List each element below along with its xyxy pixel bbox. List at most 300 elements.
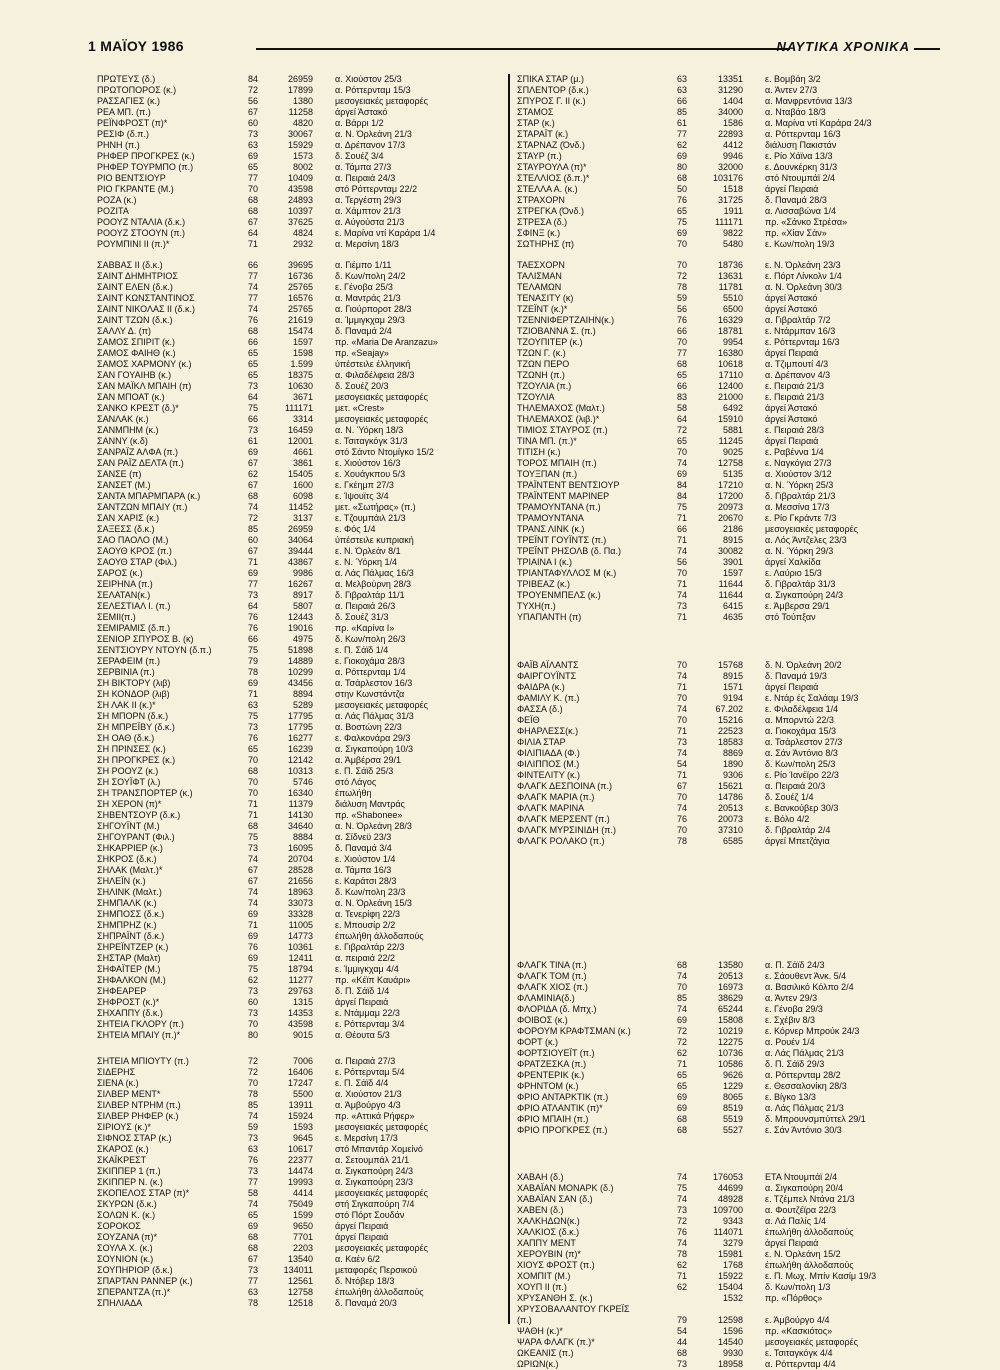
ship-status: στό Ντουμπάϊ 2/4 <box>765 173 835 183</box>
ship-name: ΦΙΛΙΑ ΣΤΑΡ <box>517 737 566 747</box>
ship-name: ΡΟΥΜΠΙΝΙ ΙΙ (π.)* <box>97 239 170 249</box>
build-year: 70 <box>676 660 687 670</box>
build-year: 75 <box>676 217 687 227</box>
ship-status: α. Τενερίφη 22/3 <box>335 909 401 919</box>
ship-status: δ. Γιβραλτάρ 11/1 <box>335 590 405 600</box>
build-year: 71 <box>247 557 258 567</box>
tonnage: 13540 <box>287 1254 313 1264</box>
build-year: 71 <box>676 1271 687 1281</box>
ship-list-section <box>517 260 937 623</box>
ship-status: πρ. «Σάνκο Στρέσα» <box>765 217 848 227</box>
ship-name: ΣΗ ΡΟΟΥΖ (κ.) <box>97 766 159 776</box>
ship-name: ΦΑΙΡΓΟΥΪΝΤΣ <box>517 671 577 681</box>
ship-row <box>97 546 502 557</box>
ship-status: πρ. «Κασκιότος» <box>765 1326 833 1336</box>
ship-status: δ. Π. Σάϊδ 29/3 <box>765 1059 825 1069</box>
build-year: 84 <box>676 480 687 490</box>
ship-name: ΤΡΑΜΟΥΝΤΑΝΑ (π.) <box>517 502 601 512</box>
build-year: 70 <box>676 825 687 835</box>
ship-name: ΡΙΟ ΒΕΝΤΣΙΟΥΡ <box>97 173 166 183</box>
ship-row <box>97 315 502 326</box>
ship-name: ΦΡΙΟ ΜΠΑΙΗ (π.) <box>517 1114 589 1124</box>
tonnage: 11452 <box>288 502 313 512</box>
tonnage: 13580 <box>717 960 743 970</box>
tonnage: 8915 <box>722 671 743 681</box>
ship-status: α. Γιέμπο 1/11 <box>335 260 392 270</box>
ship-status: α. Ρουέν 1/4 <box>765 1037 815 1047</box>
ship-row <box>97 228 502 239</box>
ship-name: ΣΟΥΠΗΡΙΟΡ (δ.κ.) <box>97 1265 173 1275</box>
tonnage: 1596 <box>722 1326 743 1336</box>
ship-name: ΣΑΝΤΑ ΜΠΑΡΜΠΑΡΑ (κ.) <box>97 491 201 501</box>
tonnage: 5881 <box>722 425 743 435</box>
tonnage: 16239 <box>287 744 313 754</box>
ship-name: ΣΗΤΕΙΑ ΜΠΑΙΥ (π.)* <box>97 1030 181 1040</box>
tonnage: 21619 <box>287 315 313 325</box>
ship-status: ε. Κων/πολη 19/3 <box>765 239 835 249</box>
tonnage: 3861 <box>292 458 313 468</box>
ship-name: ΦΑΣΣΑ (δ.) <box>517 704 563 714</box>
ship-status: α. Ν. Ύόρκη 29/3 <box>765 546 834 556</box>
ship-name: ΦΑΪΒ ΑΪΛΑΝΤΣ <box>517 660 579 670</box>
ship-name: ΦΛΑΓΚ ΤΟΜ (π.) <box>517 971 587 981</box>
ship-status: ε. Καράτσι 28/3 <box>335 876 397 886</box>
build-year: 79 <box>676 1315 687 1325</box>
ship-status: α. Ν. Όρλεάνη 28/3 <box>335 821 412 831</box>
ship-row <box>97 447 502 458</box>
ship-row <box>97 601 502 612</box>
ship-row <box>517 425 937 436</box>
ship-name: ΣΙΔΕΡΗΣ <box>97 1067 136 1077</box>
ship-row <box>517 836 937 847</box>
tonnage: 4635 <box>722 612 743 622</box>
ship-row <box>97 931 502 942</box>
build-year <box>667 1293 687 1304</box>
tonnage: 11644 <box>718 590 743 600</box>
ship-status: α. Ν. Ύόρκη 18/3 <box>335 425 404 435</box>
ship-row <box>97 195 502 206</box>
ship-status: ε. Ν. Όρλεάν 8/1 <box>335 546 401 556</box>
ship-name: ΦΗΑΡΛΕΣΣ(κ.) <box>517 726 579 736</box>
ship-status: ε. Ν. Όρλεάνη 15/2 <box>765 1249 841 1259</box>
build-year: 74 <box>247 1199 258 1209</box>
build-year: 68 <box>676 173 687 183</box>
tonnage: 1.599 <box>290 359 313 369</box>
ship-row <box>97 854 502 865</box>
ship-name: ΣΗ ΠΡΟΓΚΡΕΣ (κ.) <box>97 755 176 765</box>
ship-status: α. Μανφρεντόνια 13/3 <box>765 96 853 106</box>
ship-name: ΡΟΟΥΖ ΝΤΑΛΙΑ (δ.κ.) <box>97 217 186 227</box>
ship-row <box>97 1078 502 1089</box>
ship-row <box>97 491 502 502</box>
ship-status: α. Νταβάο 18/3 <box>765 107 826 117</box>
build-year: 75 <box>676 1183 687 1193</box>
ship-row <box>97 260 502 271</box>
ship-row <box>517 759 937 770</box>
tonnage: 3671 <box>292 392 313 402</box>
ship-status: α. Μαντράς 21/3 <box>335 293 401 303</box>
build-year: 75 <box>247 964 258 974</box>
ship-row <box>517 1092 937 1103</box>
ship-name: ΣΗ ΧΕΡΟΝ (π)* <box>97 799 162 809</box>
ship-name: ΡΕΑ ΜΠ. (π.) <box>97 107 151 117</box>
build-year: 60 <box>247 997 258 1007</box>
build-year: 54 <box>676 1326 687 1336</box>
tonnage: 13351 <box>717 74 743 84</box>
ship-name: ΣΑΜΟΣ ΦΑΙΗΘ (κ.) <box>97 348 176 358</box>
ship-status: ε. Τσιταγκόγκ 4/4 <box>765 1348 833 1358</box>
ship-row <box>517 1125 937 1136</box>
build-year: 61 <box>247 436 258 446</box>
ship-name: ΤΖΟΥΠΙΤΕΡ (κ.) <box>517 337 583 347</box>
tonnage: 9946 <box>722 151 743 161</box>
build-year: 58 <box>676 403 687 413</box>
ship-name: ΡΕΪΝΦΡΟΣΤ (π)* <box>97 118 168 128</box>
build-year: 70 <box>676 792 687 802</box>
build-year: 62 <box>676 1282 687 1292</box>
tonnage: 10361 <box>287 942 313 952</box>
ship-row <box>97 1089 502 1100</box>
tonnage: 17899 <box>287 85 313 95</box>
tonnage: 15216 <box>717 715 743 725</box>
build-year: 74 <box>676 1172 687 1182</box>
ship-status: α. Ίμμιγκχαμ 29/3 <box>335 315 405 325</box>
build-year: 65 <box>247 348 258 358</box>
build-year: 74 <box>676 803 687 813</box>
ship-status: ε. Π. Μωχ. Μπίν Κασίμ 19/3 <box>765 1271 877 1281</box>
ship-status: α. Άμβέρσα 29/1 <box>335 755 401 765</box>
ship-name: ΣΗΓΟΥΪΝΤ (Μ.) <box>97 821 160 831</box>
ship-status: δ. Παναμά 28/3 <box>765 195 827 205</box>
build-year: 66 <box>676 381 687 391</box>
ship-row <box>517 436 937 447</box>
tonnage: 34000 <box>717 107 743 117</box>
build-year: 56 <box>676 557 687 567</box>
ship-name: ΣΑΟΥΘ ΚΡΟΣ (π.) <box>97 546 172 556</box>
tonnage: 5807 <box>292 601 313 611</box>
ship-name: ΤΙΜΙΟΣ ΣΤΑΥΡΟΣ (π.) <box>517 425 608 435</box>
ship-status: διάλυση Πακιστάν <box>765 140 837 150</box>
build-year: 72 <box>676 1216 687 1226</box>
build-year: 74 <box>676 671 687 681</box>
ship-status: ε. Πειραιά 28/3 <box>765 425 825 435</box>
tonnage: 75049 <box>287 1199 313 1209</box>
build-year: 62 <box>676 1260 687 1270</box>
ship-name: ΤΡΕΪΝΤ ΡΗΣΟΛΒ (δ. Πα.) <box>517 546 621 556</box>
ship-row <box>517 107 937 118</box>
tonnage: 28528 <box>287 865 313 875</box>
ship-status: ε. Σάουθεντ Άνκ. 5/4 <box>765 971 847 981</box>
tonnage: 25765 <box>287 304 313 314</box>
tonnage: 1380 <box>292 96 313 106</box>
ship-name: ΨΑΘΗ (κ.)* <box>517 1326 563 1336</box>
ship-row <box>517 1015 937 1026</box>
tonnage: 6585 <box>722 836 743 846</box>
ship-name: ΣΕΛΕΣΤΙΑΛ Ι. (π.) <box>97 601 171 611</box>
ship-status: ε. Ρίο Γκράντε 7/3 <box>765 513 837 523</box>
ship-status: α. Γιούρποροτ 28/3 <box>335 304 412 314</box>
ship-status: ε. Βομβάη 3/2 <box>765 74 821 84</box>
build-year: 76 <box>247 623 258 633</box>
tonnage: 26959 <box>287 524 313 534</box>
ship-status: α. Δρέπανον 17/3 <box>335 140 406 150</box>
ship-row <box>97 1177 502 1188</box>
ship-row <box>97 1133 502 1144</box>
build-year: 76 <box>247 612 258 622</box>
ship-name: ΤΡΙΑΝΤΑΦΥΛΛΟΣ Μ (κ.) <box>517 568 617 578</box>
tonnage: 32000 <box>717 162 743 172</box>
tonnage: 12758 <box>287 1287 313 1297</box>
build-year: 71 <box>676 1059 687 1069</box>
right-column <box>517 74 937 1369</box>
ship-name: ΤΗΛΕΜΑΧΟΣ (λιβ.)* <box>517 414 600 424</box>
ship-row <box>517 993 937 1004</box>
ship-row <box>517 524 937 535</box>
tonnage: 134011 <box>283 1265 313 1275</box>
build-year: 84 <box>247 74 258 84</box>
build-year: 62 <box>676 1048 687 1058</box>
ship-row <box>517 682 937 693</box>
ship-name: ΣΗΜΠΟΣΣ (δ.κ.) <box>97 909 165 919</box>
ship-name: ΧΑΛΚΙΟΣ (δ.κ.) <box>517 1227 580 1237</box>
build-year: 73 <box>247 1265 258 1275</box>
ship-status: ε. Π. Σάϊδ 1/4 <box>335 645 389 655</box>
build-year: 74 <box>676 704 687 714</box>
tonnage: 10630 <box>287 381 313 391</box>
ship-row <box>97 381 502 392</box>
tonnage: 16277 <box>287 733 313 743</box>
ship-row <box>97 667 502 678</box>
ship-row <box>97 1199 502 1210</box>
ship-status: δ. Κων/πολη 25/3 <box>765 759 836 769</box>
ship-name: ΣΤΑΥΡΟΥΛΑ (π)* <box>517 162 587 172</box>
build-year: 73 <box>676 601 687 611</box>
tonnage: 1890 <box>722 759 743 769</box>
ship-row <box>97 403 502 414</box>
ship-status: ε. Τζέμπελ Ντάνα 21/3 <box>765 1194 855 1204</box>
ship-name: ΡΑΣΣΑΓΙΕΣ (κ.) <box>97 96 160 106</box>
tonnage: 176053 <box>712 1172 743 1182</box>
ship-status: ε. Φιλαδέλφεια 1/4 <box>765 704 839 714</box>
ship-row <box>97 612 502 623</box>
ship-row <box>517 1070 937 1081</box>
ship-row <box>97 1210 502 1221</box>
ship-list-section <box>517 74 937 250</box>
ship-status: στό Ρόττερνταμ 22/2 <box>335 184 418 194</box>
tonnage: 5500 <box>292 1089 313 1099</box>
ship-status: μεσογειακές μεταφορές <box>335 1122 428 1132</box>
ship-status: έπωλήθη άλλοδαπούς <box>765 1227 854 1237</box>
ship-status: πρ. «Shabonee» <box>335 810 403 820</box>
ship-name: ΣΗΛΑΚ (Μαλτ.)* <box>97 865 163 875</box>
build-year: 50 <box>676 184 687 194</box>
ship-status: α. Χιούστον 25/3 <box>335 74 402 84</box>
tonnage: 14474 <box>287 1166 313 1176</box>
ship-status: ε. Θεσσαλονίκη 28/3 <box>765 1081 847 1091</box>
build-year: 85 <box>676 993 687 1003</box>
ship-name: ΦΛΑΓΚ ΜΑΡΙΝΑ <box>517 803 585 813</box>
ship-status: ε. Χιούστον 16/3 <box>335 458 401 468</box>
tonnage: 9822 <box>722 228 743 238</box>
ship-name: ΣΟΥΝΙΟΝ (κ.) <box>97 1254 154 1264</box>
tonnage: 20513 <box>717 803 743 813</box>
ship-name: ΦΟΡΤΣΙΟΥΕΪΤ (π.) <box>517 1048 595 1058</box>
ship-row <box>97 1056 502 1067</box>
ship-name: ΣΤΡΕΣΑ (δ.) <box>517 217 568 227</box>
ship-name: ΤΙΤΙΣΗ (κ.) <box>517 447 561 457</box>
tonnage: 14540 <box>717 1337 743 1347</box>
ship-status: ε. Χιούστον 1/4 <box>335 854 396 864</box>
tonnage: 109700 <box>712 1205 743 1215</box>
tonnage: 8002 <box>292 162 313 172</box>
ship-status: μεσογειακές μεταφορές <box>765 524 858 534</box>
build-year: 74 <box>676 1194 687 1204</box>
ship-name: ΧΟΜΠΙΤ (Μ.) <box>517 1271 571 1281</box>
ship-status: δ. Σουέζ 20/3 <box>335 381 389 391</box>
ship-row <box>517 1337 937 1348</box>
ship-status: άργεί Πειραιά <box>335 1221 389 1231</box>
build-year: 61 <box>676 118 687 128</box>
tonnage: 12443 <box>287 612 313 622</box>
ship-name: ΣΙΦΝΟΣ ΣΤΑΡ (κ.) <box>97 1133 172 1143</box>
build-year: 67 <box>247 217 258 227</box>
ship-status: ε. Γένοβα 29/3 <box>765 1004 823 1014</box>
tonnage: 12001 <box>287 436 313 446</box>
build-year: 69 <box>247 151 258 161</box>
ship-row <box>97 766 502 777</box>
build-year: 72 <box>247 513 258 523</box>
ship-name: ΦΛΑΓΚ ΧΙΟΣ (π.) <box>517 982 588 992</box>
ship-status: ε. Τζουμπάιλ 21/3 <box>335 513 406 523</box>
ship-status: δ. Παναμά 3/4 <box>335 843 392 853</box>
build-year: 65 <box>676 436 687 446</box>
ship-status <box>743 1304 935 1315</box>
ship-name: ΤΖΩΝΗ (π.) <box>517 370 565 380</box>
build-year: 74 <box>247 304 258 314</box>
ship-status: άργεί Άστακό <box>765 414 818 424</box>
tonnage: 33328 <box>287 909 313 919</box>
build-year: 67 <box>247 480 258 490</box>
tonnage: 11644 <box>718 579 743 589</box>
ship-status: ε. Τσιταγκόγκ 31/3 <box>335 436 408 446</box>
ship-list-section <box>97 1056 502 1309</box>
ship-name: ΦΡΕΝΤΕΡΙΚ (κ.) <box>517 1070 585 1080</box>
build-year: 70 <box>247 755 258 765</box>
tonnage: 16576 <box>287 293 313 303</box>
build-year: 76 <box>247 1155 258 1165</box>
ship-status: ε. Γιοκοχάμα 28/3 <box>335 656 405 666</box>
ship-row <box>517 825 937 836</box>
ship-name: ΣΗΛΙΝΚ (Μαλτ.) <box>97 887 162 897</box>
build-year: 66 <box>247 634 258 644</box>
ship-status: δ. Παναμά 20/3 <box>335 1298 397 1308</box>
ship-row <box>97 1155 502 1166</box>
ship-row <box>97 997 502 1008</box>
ship-name: ΣΕΝΙΟΡ ΣΠΥΡΟΣ Β. (κ) <box>97 634 194 644</box>
build-year: 74 <box>676 1238 687 1248</box>
ship-status: ε. Βανκούβερ 30/3 <box>765 803 839 813</box>
tonnage: 8884 <box>292 832 313 842</box>
ship-row <box>97 524 502 535</box>
ship-name: ΣΗΚΑΡΡΙΕΡ (κ.) <box>97 843 163 853</box>
ship-row <box>517 337 937 348</box>
ship-row <box>97 843 502 854</box>
ship-status: α. Φουτζέϊρα 22/3 <box>765 1205 837 1215</box>
ship-row <box>517 491 937 502</box>
ship-status: α. Μπορντώ 22/3 <box>765 715 834 725</box>
ship-name: ΣΗΚΡΟΣ (δ.κ.) <box>97 854 157 864</box>
ship-status: α. Σιγκαπούρη 24/3 <box>765 590 844 600</box>
build-year: 65 <box>676 1070 687 1080</box>
ship-name: ΣΙΛΒΕΡ ΝΤΡΗΜ (π.) <box>97 1100 181 1110</box>
ship-name: ΣΑΛΛΥ Δ. (π) <box>97 326 151 336</box>
ship-status: α. Σάν Άντόνιο 8/3 <box>765 748 838 758</box>
ship-status: ε. Σχέβιν 8/3 <box>765 1015 816 1025</box>
build-year: 72 <box>676 1026 687 1036</box>
ship-row <box>517 315 937 326</box>
ship-row <box>517 1103 937 1114</box>
ship-status: α. Τάμπα 27/3 <box>335 162 392 172</box>
ship-row <box>97 282 502 293</box>
build-year: 68 <box>676 960 687 970</box>
ship-name: ΣΕΙΡΗΝΑ (π.) <box>97 579 153 589</box>
ship-row <box>517 151 937 162</box>
ship-status: α. Σίδνεϋ 23/3 <box>335 832 392 842</box>
tonnage: 10586 <box>717 1059 743 1069</box>
ship-status: δ. Κων/πολη 23/3 <box>335 887 406 897</box>
tonnage: 3279 <box>722 1238 743 1248</box>
ship-status: α. Μαρίνα ντί Καράρα 24/3 <box>765 118 872 128</box>
ship-row <box>517 1048 937 1059</box>
ship-name: ΡΗΦΕΡ ΠΡΟΓΚΡΕΣ (κ.) <box>97 151 195 161</box>
build-year: 70 <box>676 337 687 347</box>
ship-name: ΣΑΙΝΤ ΤΖΩΝ (δ.κ.) <box>97 315 173 325</box>
ship-name: ΧΕΡΟΥΒΙΝ (π)* <box>517 1249 581 1259</box>
build-year: 67 <box>247 546 258 556</box>
tonnage: 2932 <box>292 239 313 249</box>
tonnage: 7006 <box>292 1056 313 1066</box>
build-year: 69 <box>676 1015 687 1025</box>
build-year: 76 <box>676 1227 687 1237</box>
tonnage: 15474 <box>287 326 313 336</box>
ship-status: α. Λάς Πάλμας 16/3 <box>335 568 414 578</box>
tonnage: 67.202 <box>715 704 743 714</box>
build-year: 76 <box>247 733 258 743</box>
ship-status: ε. Ρόττερνταμ 3/4 <box>335 1019 405 1029</box>
tonnage: 103176 <box>712 173 743 183</box>
ship-status: μεσογειακές μεταφορές <box>335 700 428 710</box>
ship-row <box>517 792 937 803</box>
ship-row <box>97 634 502 645</box>
tonnage: 44699 <box>717 1183 743 1193</box>
build-year: 64 <box>247 601 258 611</box>
build-year: 77 <box>247 579 258 589</box>
tonnage: 3901 <box>722 557 743 567</box>
ship-list-section <box>517 660 937 847</box>
ship-row <box>97 898 502 909</box>
ship-row <box>97 140 502 151</box>
ship-status: δ. Γιβραλτάρ 21/3 <box>765 491 836 501</box>
ship-status: ύπέστειλε κυπριακή <box>335 535 414 545</box>
ship-name: ΣΚΑΡΟΣ (κ.) <box>97 1144 149 1154</box>
ship-name: ΣΗΜΠΡΗΖ (κ.) <box>97 920 157 930</box>
build-year: 71 <box>676 612 687 622</box>
build-year: 78 <box>247 1298 258 1308</box>
ship-status: δ. Σουέζ 1/4 <box>765 792 814 802</box>
build-year: 73 <box>247 590 258 600</box>
ship-status: άργεί Χαλκίδα <box>765 557 821 567</box>
tonnage: 16736 <box>287 271 313 281</box>
